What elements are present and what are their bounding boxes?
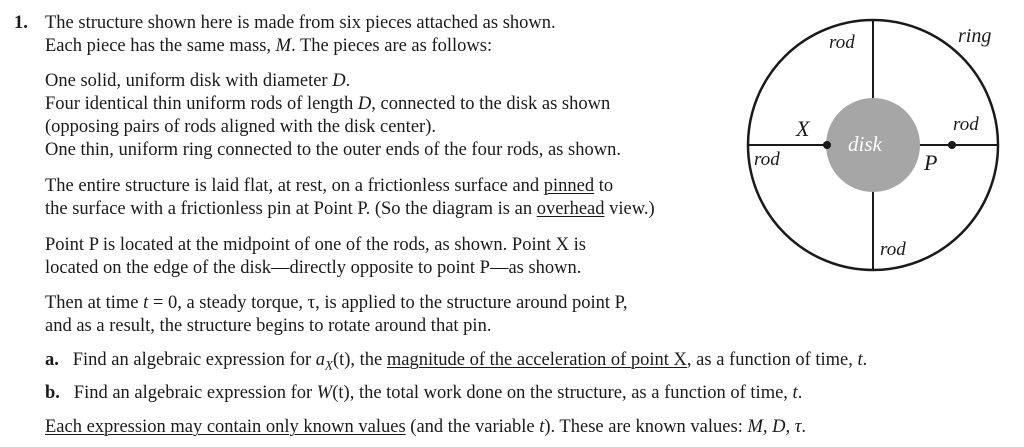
subscript-x: X	[325, 357, 333, 373]
part-a-post: , as a function of time,	[686, 350, 858, 370]
rods-text: Four identical thin uniform rods of length	[45, 94, 358, 114]
known-values: M, D, τ	[747, 417, 802, 437]
disk-line	[45, 70, 350, 92]
laid-text-end: to	[594, 176, 614, 196]
intro-text: Each piece has the same mass,	[45, 36, 276, 56]
part-a-comma: , the	[350, 350, 387, 370]
footer-line	[45, 416, 806, 438]
overhead-underlined: overhead	[536, 199, 605, 219]
laid-text: The entire structure is laid flat, at rest, on a frictionless surface and	[45, 176, 544, 196]
point-x-dot	[823, 141, 831, 149]
var-t: t	[539, 417, 545, 437]
laid-line-1	[45, 175, 613, 197]
var-t: t	[143, 293, 149, 313]
part-b-arg: (t)	[332, 383, 350, 403]
var-d: D	[357, 94, 372, 114]
time-line-1	[45, 292, 628, 314]
var-w: W	[316, 383, 333, 403]
disk-text: One solid, uniform disk with diameter	[45, 71, 333, 91]
var-t: t	[792, 383, 798, 403]
part-b-post: , the total work done on the structure, as a function of time,	[349, 383, 793, 403]
ring-line: One thin, uniform ring connected to the outer ends of the four rods, as shown.	[45, 140, 621, 160]
intro-line-2	[45, 35, 492, 57]
footer-mid: (and the variable	[405, 417, 540, 437]
var-d: D	[332, 71, 346, 91]
var-a: a	[315, 350, 325, 370]
time-text-mid: = 0, a steady torque, τ, is applied to the structure around point P,	[148, 293, 628, 313]
part-a-text: Find an algebraic expression for	[72, 350, 316, 370]
intro-line-1: The structure shown here is made from six pieces attached as shown.	[45, 13, 556, 33]
problem-number: 1.	[14, 13, 28, 33]
intro-text-end: . The pieces are as follows:	[291, 36, 493, 56]
time-text: Then at time	[45, 293, 144, 313]
part-a-underlined: magnitude of the acceleration of point X	[386, 350, 687, 370]
rods-text-end: , connected to the disk as shown	[371, 94, 611, 114]
laid-line-2	[45, 198, 655, 220]
part-a-arg: (t)	[332, 350, 351, 370]
label-rod-bottom: rod	[880, 239, 906, 260]
footer-underlined: Each expression may contain only known values	[45, 417, 406, 437]
footer-post: ). These are known values:	[544, 417, 748, 437]
label-point-p: P	[924, 150, 938, 175]
point-line-1: Point P is located at the midpoint of one of the rods, as shown. Point X is	[45, 235, 586, 255]
var-t: t	[857, 350, 863, 370]
rods-line	[45, 93, 610, 115]
point-line-2: located on the edge of the disk—directly opposite to point P—as shown.	[45, 258, 582, 278]
part-b-end: .	[797, 383, 803, 403]
time-line-2: and as a result, the structure begins to rotate around that pin.	[45, 316, 492, 336]
part-b	[45, 382, 802, 404]
label-disk: disk	[848, 132, 882, 156]
disk-text-end: .	[345, 71, 351, 91]
structure-diagram	[740, 0, 1010, 300]
label-ring: ring	[958, 25, 992, 47]
pinned-underlined: pinned	[543, 176, 595, 196]
laid-text-2-end: view.)	[604, 199, 655, 219]
point-p-dot	[948, 141, 956, 149]
rods-line-2: (opposing pairs of rods aligned with the disk center).	[45, 117, 436, 137]
part-a-end: .	[862, 350, 868, 370]
label-rod-left: rod	[754, 149, 780, 170]
label-rod-top: rod	[829, 32, 855, 53]
label-point-x: X	[796, 116, 810, 141]
part-b-text: Find an algebraic expression for	[73, 383, 317, 403]
part-b-label: b.	[45, 383, 60, 403]
label-rod-right: rod	[953, 114, 979, 135]
laid-text-2: the surface with a frictionless pin at Point P. (So the diagram is an	[45, 199, 537, 219]
part-a	[45, 349, 867, 377]
footer-end: .	[801, 417, 806, 437]
part-a-label: a.	[45, 350, 59, 370]
var-m: M	[275, 36, 292, 56]
